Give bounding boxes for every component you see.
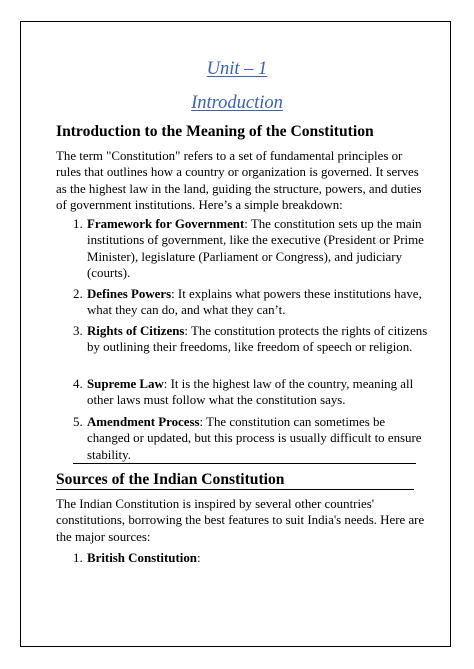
unit-title: Unit – 1 <box>206 59 268 79</box>
list-number: 1. <box>73 217 83 231</box>
list-number: 3. <box>73 324 83 338</box>
list-number: 1. <box>73 551 83 565</box>
list-term: British Constitution <box>87 551 197 565</box>
section-heading-meaning: Introduction to the Meaning of the Constitution <box>56 123 374 140</box>
list-text: : The constitution protects the rights of citizens by outlining their freedoms, like freedom of speech or religion. <box>87 324 428 355</box>
list-item-british-constitution <box>73 550 428 566</box>
list-text: : It explains what powers these institutions have, what they can do, and what they can’t. <box>87 287 422 318</box>
list-text: : <box>196 551 201 565</box>
section-heading-sources: Sources of the Indian Constitution <box>56 471 285 488</box>
list-item-supreme-law <box>73 376 428 409</box>
list-term: Rights of Citizens <box>87 324 185 338</box>
list-text: : The constitution can sometimes be changed or updated, but this process is usually difficult to ensure stability. <box>87 415 422 462</box>
heading-underline <box>56 489 414 490</box>
list-term: Supreme Law <box>87 377 164 391</box>
list-item-rights <box>73 323 428 356</box>
list-number: 2. <box>73 287 83 301</box>
list-item-amendment <box>73 414 428 463</box>
intro-paragraph: The term "Constitution" refers to a set of fundamental principles or rules that outlines how a country or organization is governed. It serves as the highest law in the land, guiding the structure, powers, and duties of government institutions. Here’s a simple breakdown: <box>56 149 422 212</box>
list-number: 5. <box>73 415 83 429</box>
list-item-powers <box>73 286 428 319</box>
list-term: Defines Powers <box>87 287 172 301</box>
list-text: : It is the highest law of the country, meaning all other laws must follow what the constitution says. <box>87 377 414 408</box>
list-text: : The constitution sets up the main institutions of government, like the executive (President or Prime Minister), legislature (Parliament or Congress), and judiciary (courts). <box>87 217 424 280</box>
introduction-title: Introduction <box>191 93 283 113</box>
list-item-framework <box>73 216 428 281</box>
list-term: Framework for Government <box>87 217 245 231</box>
list-number: 4. <box>73 377 83 391</box>
divider-line <box>73 463 416 464</box>
sources-paragraph: The Indian Constitution is inspired by several other countries' constitutions, borrowing the best features to suit India's needs. Here are the major sources: <box>56 497 425 544</box>
list-term: Amendment Process <box>87 415 200 429</box>
